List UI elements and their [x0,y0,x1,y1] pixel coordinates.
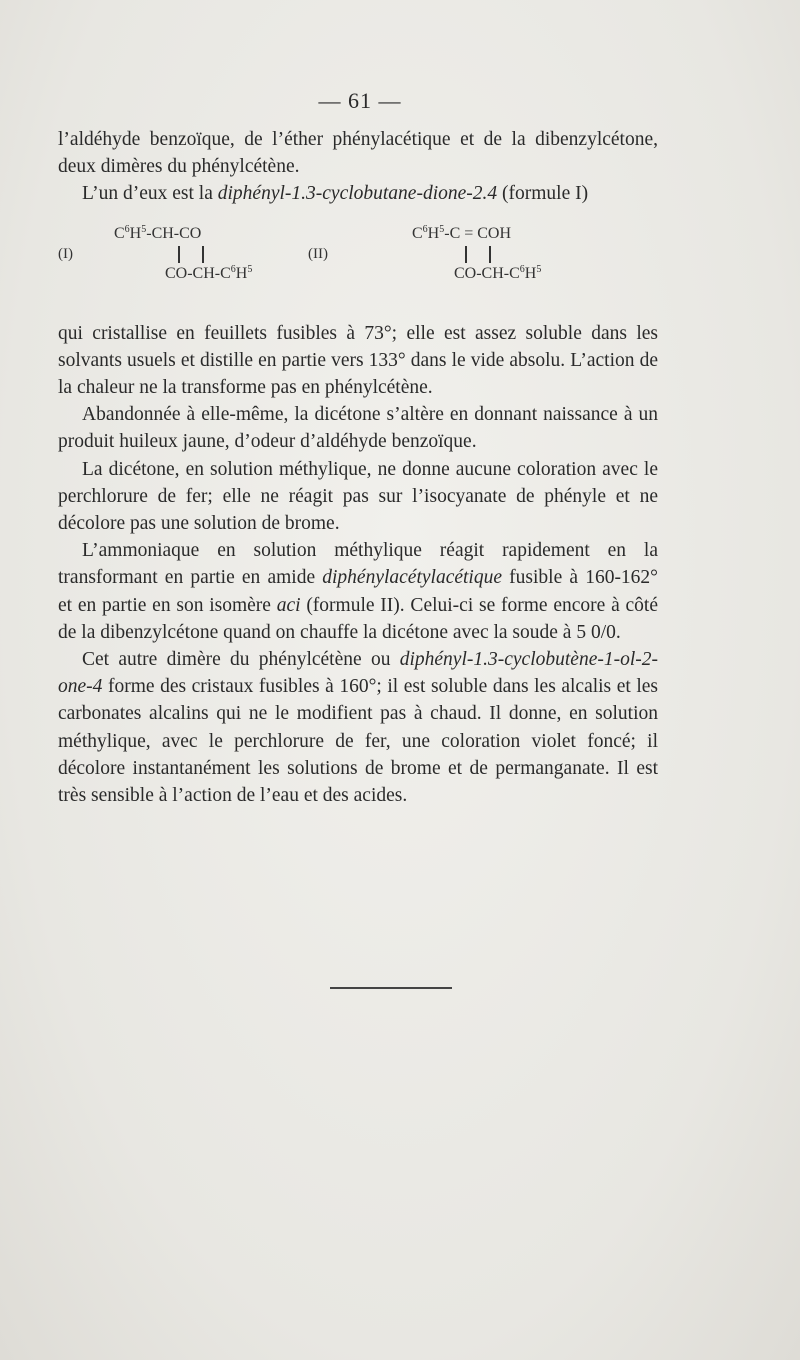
paragraph-2-text-a: L’un d’eux est la [82,183,218,205]
isomer-aci: aci [276,594,301,616]
compound-name-cyclobutene: diphényl-1.3-cyclobutène-1-ol-2-one-4 [58,649,658,698]
paragraph-7: Cet autre dimère du phénylcétène ou diphényl-1.3-cyclobutène-1-ol-2-one-4 forme des cristaux fusibles à 160°; il est soluble dans les alcalis et les carbonates alcalins qui ne le modifient pas à chaud. Il donne, en solution méthylique, avec le perchlorure de fer, une coloration violet foncé; il décolore instantanément les solutions de brome et de permanganate. Il est très sensible à l’action de l’eau et des acides. [58,649,658,807]
compound-name-amide: diphénylacétylacétique [322,567,502,589]
paragraph-4: Abandonnée à elle-même, la dicétone s’altère en donnant naissance à un produit huileux jaune, d’odeur d’aldéhyde benzoïque. [58,404,658,453]
formula-2-top: $C^6H^5-C$ = COH [412,223,512,242]
formula-2-bond-left [465,246,467,263]
paragraph-2-text-b: (formule I) [497,183,589,205]
formula-1-bond-left [178,246,180,263]
paragraph-6: L’ammoniaque en solution méthylique réagit rapidement en la transformant en partie en amide diphénylacétylacétique fusible à 160-162° et en partie en son isomère aci (formule II). Celui-ci se forme encore à côté de la dibenzylcétone quand on chauffe la dicétone avec la soude à 5 0/0. [58,540,658,643]
compound-name-dione: diphényl-1.3-cyclobutane-dione-2.4 [217,183,498,205]
formula-2-label: (II) [308,245,328,262]
body-text [58,126,658,809]
formula-1-bottom: $CO-CH-C^6H^5$ [165,263,253,282]
paragraph-3: qui cristallise en feuillets fusibles à 73°; elle est assez soluble dans les solvants usuels et distille en partie vers 133° dans le vide absolu. L’action de la chaleur ne la transforme pas en phénylcétène. [58,322,658,399]
paragraph-5: La dicétone, en solution méthylique, ne donne aucune coloration avec le perchlorure de fer; elle ne réagit pas sur l’isocyanate de phényle et ne décolore pas une solution de brome. [58,458,658,535]
section-divider [330,987,452,989]
paragraph-2 [58,180,658,207]
formula-1-top: $C^6H^5-CH-CO$ [114,223,202,242]
formula-1-label: (I) [58,245,73,262]
page-number: — 61 — [318,88,402,113]
formula-1-bond-right [202,246,204,263]
formula-2-bottom: $CO-CH-C^6H^5$ [454,263,542,282]
paragraph-1: l’aldéhyde benzoïque, de l’éther phénylacétique et de la dibenzylcétone, deux dimères du phénylcétène. [58,129,658,178]
chemical-formulas [58,224,658,306]
formula-2-bond-right [489,246,491,263]
